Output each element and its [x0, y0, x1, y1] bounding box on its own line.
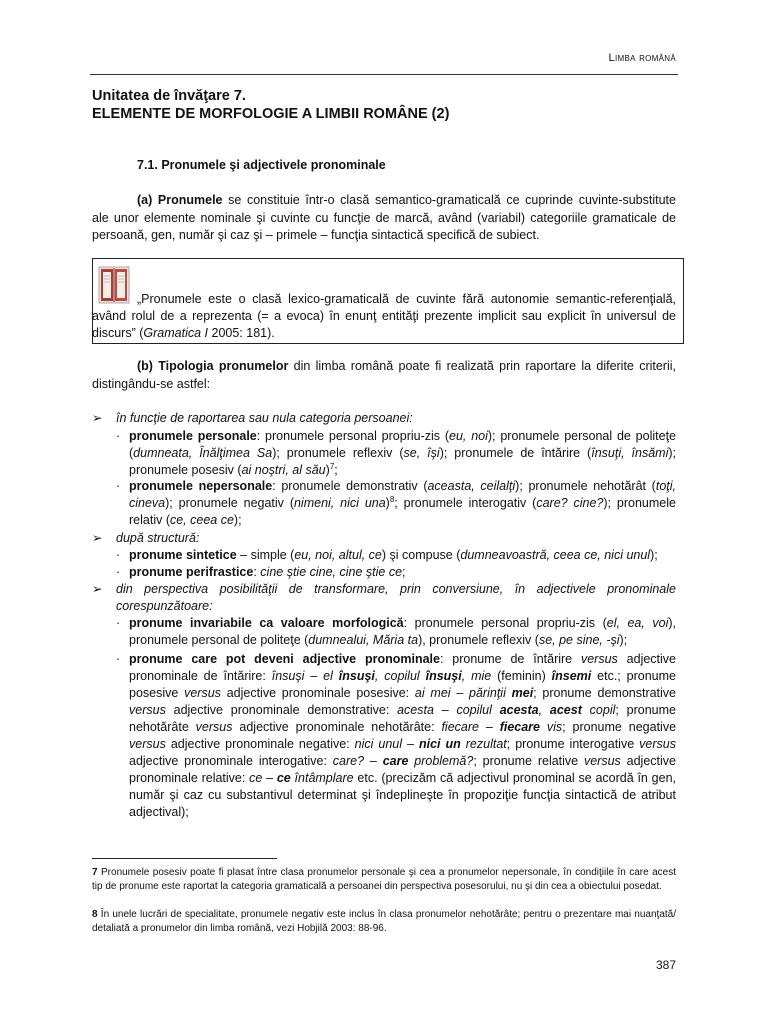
header-divider — [90, 74, 678, 75]
paragraph-b-label: (b) Tipologia pronumelor — [137, 359, 289, 373]
subitem-label: pronume care pot deveni adjective pronominale — [129, 652, 440, 666]
running-header: Limba română — [608, 52, 676, 64]
paragraph-a — [92, 192, 676, 245]
arrow-bullet-icon: ➢ — [92, 531, 103, 545]
footnote — [92, 908, 676, 935]
quote-tail: 2005: 181). — [208, 326, 275, 340]
footnote-mark: 8 — [92, 909, 98, 920]
subitem-text: : cine ştie cine, cine ştie ce; — [253, 565, 406, 579]
definition-quote — [92, 291, 676, 342]
criterion-item — [92, 410, 676, 427]
paragraph-b — [92, 358, 676, 393]
footnote — [92, 866, 676, 893]
arrow-bullet-icon: ➢ — [92, 582, 103, 596]
quote-source: Gramatica I — [143, 326, 209, 340]
subitem-text: : pronumele demonstrativ (aceasta, ceilalţi); pronumele nehotărât (toţi, cineva); pronumele negativ (nimeni, nici una)$^8$; pronumele interogativ (care? cine?); pronumele relativ (ce, ceea ce); — [129, 479, 676, 527]
footnote-mark: 7 — [92, 867, 98, 878]
subitem-text: : pronumele personal propriu-zis (eu, noi); pronumele personal de politeţe (dumneata, Înălţimea Sa); pronumele reflexiv (se, îşi); pronumele de întărire (însuţi, însămi); pronumele posesiv (ai noştri, al său)$^7$; — [129, 429, 677, 477]
dot-bullet-icon: · — [116, 565, 121, 579]
subitem-text: : pronumele personal propriu-zis (el, ea, voi), pronumele personal de politeţe (dumnealui, Măria ta), pronumele reflexiv (se, pe sine, -şi); — [129, 616, 677, 647]
dot-bullet-icon: · — [116, 616, 121, 630]
arrow-bullet-icon: ➢ — [92, 411, 103, 425]
criterion-heading: din perspectiva posibilităţii de transformare, prin conversiune, în adjectivele pronominale corespunzătoare: — [116, 582, 676, 613]
criterion-subitem — [116, 651, 676, 821]
footnote-text: În unele lucrări de specialitate, pronumele negativ este inclus în clasa pronumelor nehotărâte; pentru o prezentare mai nuanţată/ detaliată a pronumelor din limba română, vezi Hobjilă 2003: 88-96. — [92, 909, 676, 934]
subitem-label: pronume perifrastice — [129, 565, 254, 579]
paragraph-a-text: se constituie într-o clasă semantico-gramaticală ce cuprinde cuvinte-substitute ale unor elemente nominale şi cuvinte cu funcţie de marcă, având (variabil) categoriile gramaticale de persoană, gen, număr şi caz şi – primele – funcţia sintactică specifică de subiect. — [92, 193, 676, 242]
dot-bullet-icon: · — [116, 652, 121, 666]
dot-bullet-icon: · — [116, 429, 121, 443]
quote-text: „Pronumele este o clasă lexico-gramaticală de cuvinte fără autonomie semantic-referenţială, având rolul de a reprezenta (= a evoca) în enunţ entităţi prezente implicit sau explicit în universul de discurs” ( — [92, 292, 676, 340]
criterion-subitem — [116, 547, 676, 564]
criterion-heading: după structură: — [116, 531, 200, 545]
criterion-subitem — [116, 564, 676, 581]
footnote-divider — [92, 858, 277, 859]
criterion-subitem — [116, 478, 676, 529]
criterion-item — [92, 530, 676, 547]
unit-title: ELEMENTE DE MORFOLOGIE A LIMBII ROMÂNE (2) — [92, 106, 450, 122]
paragraph-b-text: din limba română poate fi realizată prin raportare la diferite criterii, distingându-se astfel: — [92, 359, 676, 391]
paragraph-a-label: (a) Pronumele — [137, 193, 223, 207]
section-title: 7.1. Pronumele şi adjectivele pronominale — [137, 158, 386, 172]
dot-bullet-icon: · — [116, 479, 121, 493]
unit-heading — [92, 87, 449, 123]
criterion-item — [92, 581, 676, 615]
criterion-heading: în funcţie de raportarea sau nula categoria persoanei: — [116, 411, 413, 425]
dot-bullet-icon: · — [116, 548, 121, 562]
criterion-subitem — [116, 428, 676, 479]
subitem-text: : pronume de întărire versus adjective pronominale de întărire: însuşi – el însuşi, copilul însuşi, mie (feminin) însemi etc.; pronume posesive versus adjective pronominale posesive: ai mei – părinţii mei; pronume demonstrative versus adjective pronominale demonstrative: acesta – copilul acesta, acest copil; pronume nehotărâte versus adjective pronominale nehotărâte: fiecare – fiecare vis; pronume negative versus adjective pronominale negative: nici unul – nici un rezultat; pronume interogative versus adjective pronominale interogative: care? – care problemă?; pronume relative versus adjective pronominale relative: ce – ce întâmplare etc. (precizăm că adjectivul pronominal se acordă în gen, număr şi caz cu substantivul determinat şi îndeplineşte în propoziţie funcţia sintactică de atribut adjectival); — [129, 652, 677, 819]
subitem-label: pronume sintetice — [129, 548, 237, 562]
unit-label: Unitatea de învăţare 7. — [92, 88, 246, 104]
criterion-subitem — [116, 615, 676, 649]
footnote-text: Pronumele posesiv poate fi plasat între clasa pronumelor personale şi cea a pronumelor nepersonale, în condiţiile în care acest tip de pronume este raportat la categoria gramaticală a persoanei din perspectiva posesorului, nu şi din cea a obiectului posedat. — [92, 867, 676, 892]
subitem-text: – simple (eu, noi, altul, ce) şi compuse (dumneavoastră, ceea ce, nici unul); — [236, 548, 658, 562]
subitem-label: pronume invariabile ca valoare morfologică — [129, 616, 404, 630]
subitem-label: pronumele nepersonale — [129, 479, 273, 493]
subitem-label: pronumele personale — [129, 429, 257, 443]
page-number: 387 — [655, 958, 676, 972]
